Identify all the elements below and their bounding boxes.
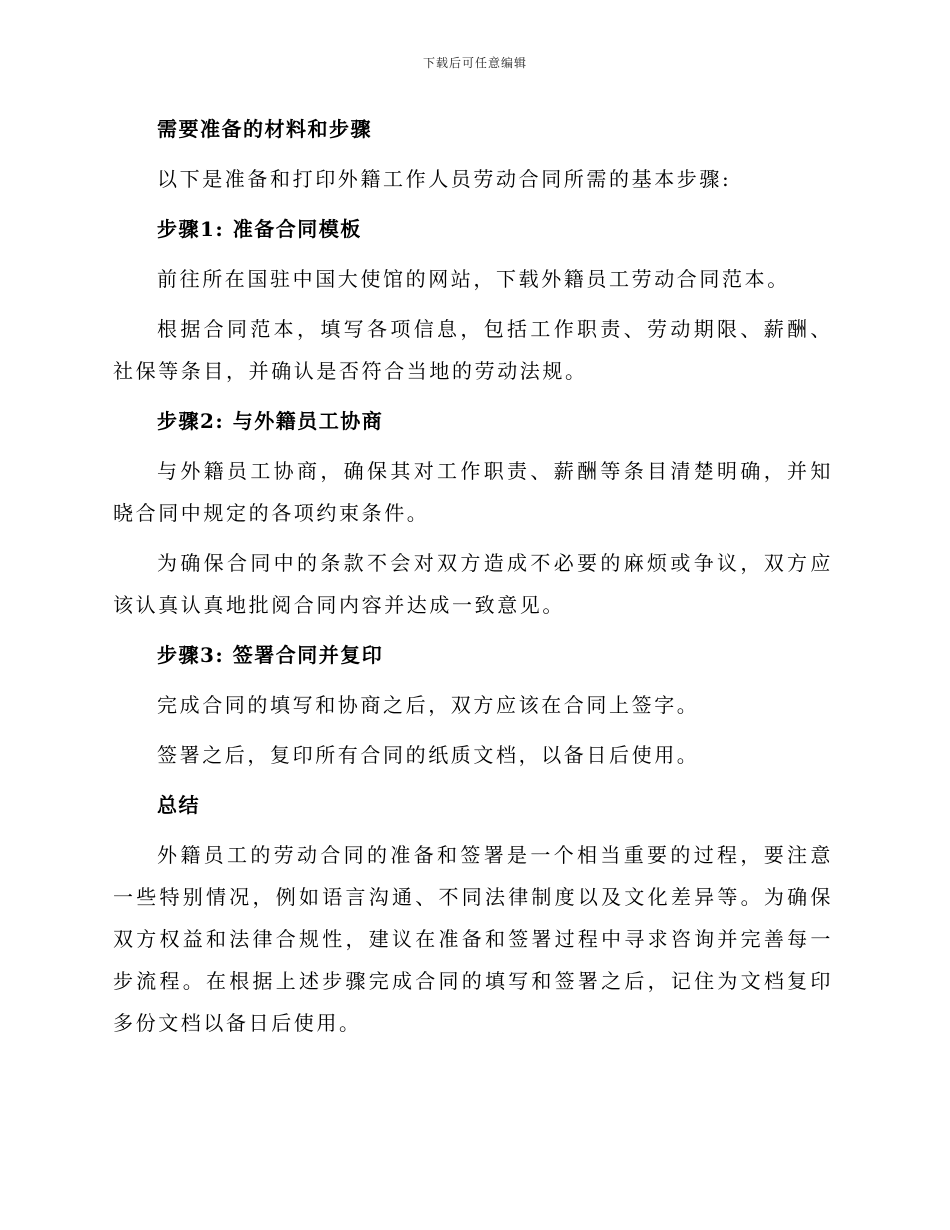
step-3-paragraph-copy: 签署之后，复印所有合同的纸质文档，以备日后使用。 xyxy=(157,743,700,767)
page-header-note: 下载后可任意编辑 xyxy=(422,56,527,70)
step-1-paragraph-download: 前往所在国驻中国大使馆的网站，下载外籍员工劳动合同范本。 xyxy=(157,267,790,291)
summary-heading: 总结 xyxy=(157,793,200,817)
step-1-heading: 步骤1: 准备合同模板 xyxy=(157,217,362,241)
step-3-paragraph-sign: 完成合同的填写和协商之后，双方应该在合同上签字。 xyxy=(157,693,700,717)
step-2-heading: 步骤2: 与外籍员工协商 xyxy=(157,409,384,433)
step-2-paragraph-review: 为确保合同中的条款不会对双方造成不必要的麻烦或争议，双方应该认真认真地批阅合同内容并达成一致意见。 xyxy=(113,551,833,617)
document-body xyxy=(113,108,833,1052)
section-heading-materials: 需要准备的材料和步骤 xyxy=(157,117,372,141)
step-2-paragraph-negotiate: 与外籍员工协商，确保其对工作职责、薪酬等条目清楚明确，并知晓合同中规定的各项约束条件。 xyxy=(113,459,833,525)
summary-paragraph: 外籍员工的劳动合同的准备和签署是一个相当重要的过程，要注意一些特别情况，例如语言沟通、不同法律制度以及文化差异等。为确保双方权益和法律合规性，建议在准备和签署过程中寻求咨询并完善每一步流程。在根据上述步骤完成合同的填写和签署之后，记住为文档复印多份文档以备日后使用。 xyxy=(113,843,833,1035)
intro-paragraph: 以下是准备和打印外籍工作人员劳动合同所需的基本步骤: xyxy=(157,167,732,191)
step-3-heading: 步骤3: 签署合同并复印 xyxy=(157,643,384,667)
step-1-paragraph-fill: 根据合同范本，填写各项信息，包括工作职责、劳动期限、薪酬、社保等条目，并确认是否符合当地的劳动法规。 xyxy=(113,317,833,383)
